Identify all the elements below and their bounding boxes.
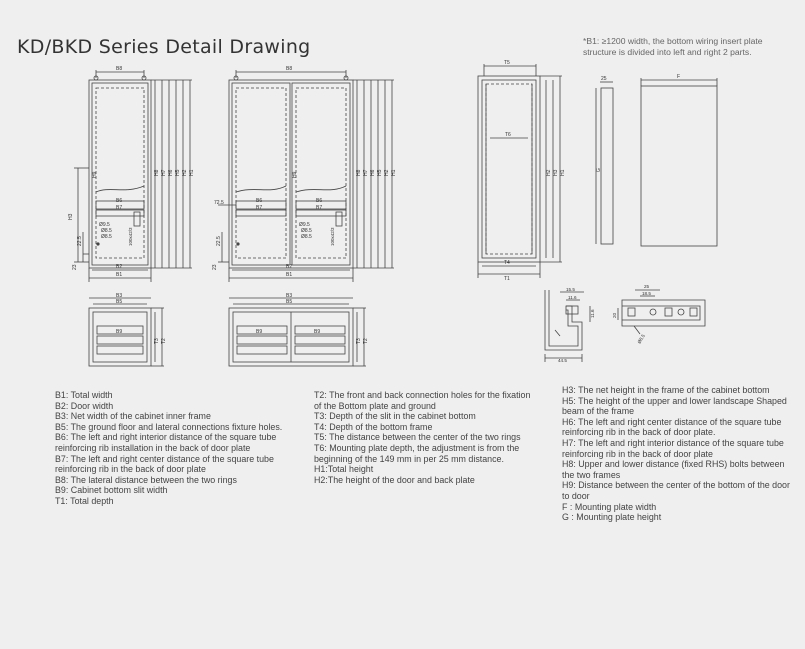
label-phi85-front2: Ø8.5 xyxy=(301,228,312,234)
legend-item: B7: The left and right center distance of the square tube reinforcing rib in the back of door plate xyxy=(55,453,274,475)
label-h9-front2: H9 xyxy=(292,171,298,178)
label-h7-front1: H7 xyxy=(161,169,167,176)
bottom-view-single xyxy=(89,298,164,366)
label-t2-double: T2 xyxy=(363,338,369,344)
label-t2-single: T2 xyxy=(161,338,167,344)
legend-item: T2: The front and back connection holes for the fixation of the Bottom plate and ground xyxy=(314,390,531,411)
legend-item: G : Mounting plate height xyxy=(562,512,662,523)
label-b3-double: B3 xyxy=(286,293,293,299)
label-h6-front1: H6 xyxy=(168,169,174,176)
legend-item: T6: Mounting plate depth, the adjustment is from the beginning of the 149 mm in per 25 mm distance. xyxy=(314,442,520,464)
label-25-hole: 25 xyxy=(644,284,650,289)
label-h1-front1: H1 xyxy=(189,169,195,176)
label-h6-front2: H6 xyxy=(370,169,376,176)
label-b9-single: B9 xyxy=(116,329,123,335)
label-225-front1: 22.5 xyxy=(77,236,83,246)
label-23-front1: 23 xyxy=(72,264,78,270)
plate-front xyxy=(641,86,717,246)
label-phi85-front1: Ø8.5 xyxy=(101,228,112,234)
lock-slot xyxy=(134,212,140,226)
label-t6: T6 xyxy=(505,132,511,138)
legend-item: B9: Cabinet bottom slit width xyxy=(55,485,168,496)
label-g: G xyxy=(596,168,602,172)
label-b7-front2b: B7 xyxy=(316,205,323,211)
mounting-plate-view xyxy=(596,78,717,246)
break-line xyxy=(96,186,144,192)
legend-item: H9: Distance between the center of the bottom of the door to door xyxy=(562,480,790,501)
hinge-hole xyxy=(97,243,99,245)
legend-item: H1:Total height xyxy=(314,464,374,475)
legend-item: B2: Door width xyxy=(55,400,114,411)
label-h1-side: H1 xyxy=(560,169,566,176)
label-445: 44.5 xyxy=(558,358,567,363)
profile-section-detail xyxy=(545,290,590,362)
legend-item: F : Mounting plate width xyxy=(562,501,657,512)
label-20: 20 xyxy=(612,312,617,318)
legend-item: H7: The left and right interior distance of the square tube reinforcing rib in the back of door plate xyxy=(562,437,784,459)
legend-col-1 xyxy=(55,390,300,507)
label-h2-side: H2 xyxy=(546,169,552,176)
label-h2-front1: H2 xyxy=(182,169,188,176)
legend-item: T1: Total depth xyxy=(55,495,114,506)
single-cabinet-outline xyxy=(89,80,151,268)
label-t3-double: T3 xyxy=(356,338,362,344)
label-h3-side: H3 xyxy=(553,169,559,176)
label-b1-front1: B1 xyxy=(116,272,123,278)
page-title: KD/BKD Series Detail Drawing xyxy=(17,36,311,58)
label-h3-front1: H3 xyxy=(68,213,74,220)
label-b6-front2a: B6 xyxy=(256,198,263,204)
plate-side xyxy=(601,88,613,244)
label-b2-front2: B2 xyxy=(286,264,293,270)
legend-item: B3: Net width of the cabinet inner frame xyxy=(55,411,211,422)
label-t3-single: T3 xyxy=(154,338,160,344)
label-b8-front1: B8 xyxy=(116,66,123,72)
label-h1-front2: H1 xyxy=(391,169,397,176)
mounting-hole xyxy=(650,309,656,315)
label-185: 18.5 xyxy=(642,291,651,296)
label-phi85-hole: Ø8.5 xyxy=(636,333,646,345)
label-phi85b-front1: Ø8.5 xyxy=(101,234,112,240)
label-b2-front1: B2 xyxy=(116,264,123,270)
label-slot-front1: 100x42/3 xyxy=(128,227,133,246)
label-225-front2: 22.5 xyxy=(216,236,222,246)
note-text: ≥1200 width, the bottom wiring insert plate structure is divided into left and right 2 parts. xyxy=(583,36,763,57)
label-h7-front2: H7 xyxy=(363,169,369,176)
legend-item: H8: Upper and lower distance (fixed RHS) bolts between the two frames xyxy=(562,459,785,480)
label-h5-front2: H5 xyxy=(377,169,383,176)
legend-item: H6: The left and right center distance of the square tube reinforcing rib in the back of door plate. xyxy=(562,416,782,438)
label-116-v: 11.6 xyxy=(590,309,595,318)
label-b3-single: B3 xyxy=(116,293,123,299)
label-116: 11.6 xyxy=(568,295,577,300)
label-b6-front2b: B6 xyxy=(316,198,323,204)
label-f: F xyxy=(677,74,681,80)
label-b7-front1: B7 xyxy=(116,205,123,211)
legend-item: H5: The height of the upper and lower landscape Shaped beam of the frame xyxy=(562,395,787,417)
label-725-front2: 72.5 xyxy=(214,200,224,206)
legend-col-3 xyxy=(562,385,794,523)
left-door-outline xyxy=(232,83,290,265)
label-b1-front2: B1 xyxy=(286,272,293,278)
label-b6-front1: B6 xyxy=(116,198,123,204)
legend-item: B5: The ground floor and lateral connections fixture holes. xyxy=(55,421,283,432)
label-h8-front1: H8 xyxy=(154,169,160,176)
hole-pattern-detail xyxy=(618,290,705,334)
legend-item: H3: The net height in the frame of the cabinet bottom xyxy=(562,385,770,395)
legend-item: T5: The distance between the center of the two rings xyxy=(314,432,521,443)
label-b8-front2: B8 xyxy=(286,66,293,72)
label-h2-front2: H2 xyxy=(384,169,390,176)
label-phi95-front1: Ø9.5 xyxy=(99,222,110,228)
label-t4: T4 xyxy=(504,260,510,266)
label-h8-front2: H8 xyxy=(356,169,362,176)
rail-outline xyxy=(622,300,705,326)
label-t5: T5 xyxy=(504,60,510,66)
label-25: 25 xyxy=(601,76,607,82)
label-b5-double: B5 xyxy=(286,299,293,305)
legend-item: B6: The left and right interior distance of the square tube reinforcing rib installation in the back of door plate xyxy=(55,432,277,453)
label-phi95-front2: Ø9.5 xyxy=(299,222,310,228)
bottom-view-double xyxy=(229,298,366,366)
legend-col-2 xyxy=(314,390,532,485)
label-b9-double-b: B9 xyxy=(314,329,321,335)
label-h5-front1: H5 xyxy=(175,169,181,176)
label-b7-front2a: B7 xyxy=(256,205,263,211)
label-b9-double-a: B9 xyxy=(256,329,263,335)
legend-item: H2:The height of the door and back plate xyxy=(314,474,475,485)
note-star: *B1: xyxy=(583,36,600,46)
label-h9-front1: H9 xyxy=(92,171,98,178)
label-phi85b-front2: Ø8.5 xyxy=(301,234,312,240)
legend-item: T4: Depth of the bottom frame xyxy=(314,421,433,432)
label-155: 15.5 xyxy=(566,287,575,292)
label-slot-front2: 100x42/3 xyxy=(330,227,335,246)
legend-item: B8: The lateral distance between the two rings xyxy=(55,474,237,485)
label-t1: T1 xyxy=(504,276,510,282)
legend-item: B1: Total width xyxy=(55,390,113,400)
legend-item: T3: Depth of the slit in the cabinet bottom xyxy=(314,411,476,422)
label-23-front2: 23 xyxy=(212,264,218,270)
side-outline xyxy=(478,76,540,262)
bottom-outline-single xyxy=(89,308,151,366)
label-b5-single: B5 xyxy=(116,299,123,305)
